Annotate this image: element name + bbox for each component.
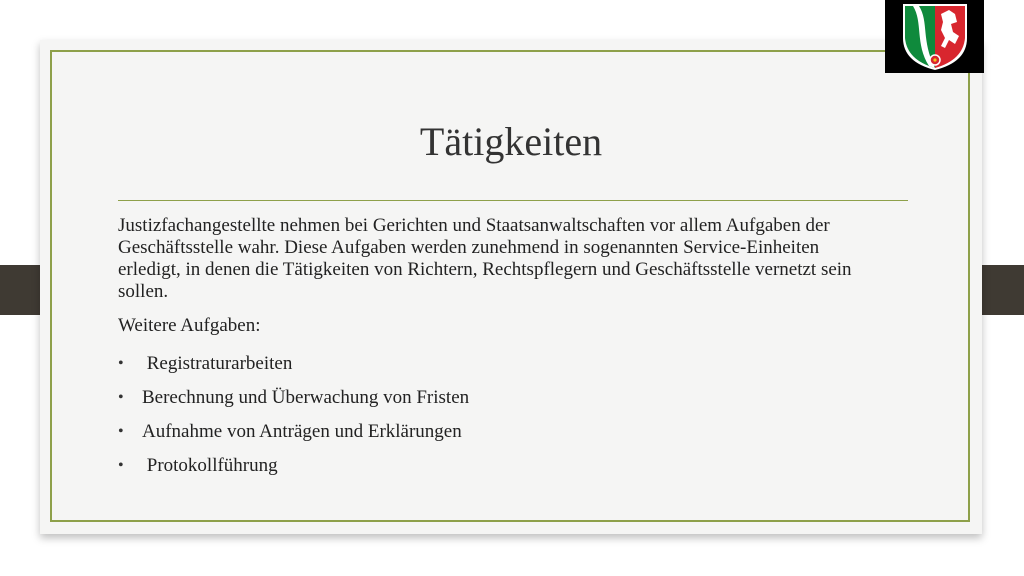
slide-card — [40, 40, 982, 534]
bullet-icon: • — [118, 457, 124, 474]
list-item-label: Protokollführung — [142, 455, 278, 476]
list-item-label: Berechnung und Überwachung von Fristen — [142, 387, 470, 408]
slide-body — [118, 215, 878, 483]
nrw-coat-of-arms-icon — [885, 0, 984, 73]
bullet-icon: • — [118, 423, 124, 440]
list-item — [118, 381, 878, 415]
list-item — [118, 347, 878, 381]
bullet-icon: • — [118, 355, 124, 372]
tasks-subheading: Weitere Aufgaben: — [118, 315, 261, 336]
list-item — [118, 415, 878, 449]
bullet-icon: • — [118, 389, 124, 406]
slide-title: Tätigkeiten — [419, 119, 603, 164]
tasks-list — [118, 347, 878, 483]
list-item-label: Registraturarbeiten — [142, 353, 293, 374]
list-item-label: Aufnahme von Anträgen und Erklärungen — [142, 421, 462, 442]
intro-paragraph: Justizfachangestellte nehmen bei Gerichten und Staatsanwaltschaften vor allem Aufgaben der Geschäftsstelle wahr. Diese Aufgaben werden zunehmend in sogenannten Service-Einheiten erledigt, in denen die Tätigkeiten von Richtern, Rechtspflegern und Geschäftsstelle vernetzt sein sollen. — [118, 215, 852, 302]
list-item — [118, 449, 878, 483]
title-divider — [118, 200, 908, 201]
